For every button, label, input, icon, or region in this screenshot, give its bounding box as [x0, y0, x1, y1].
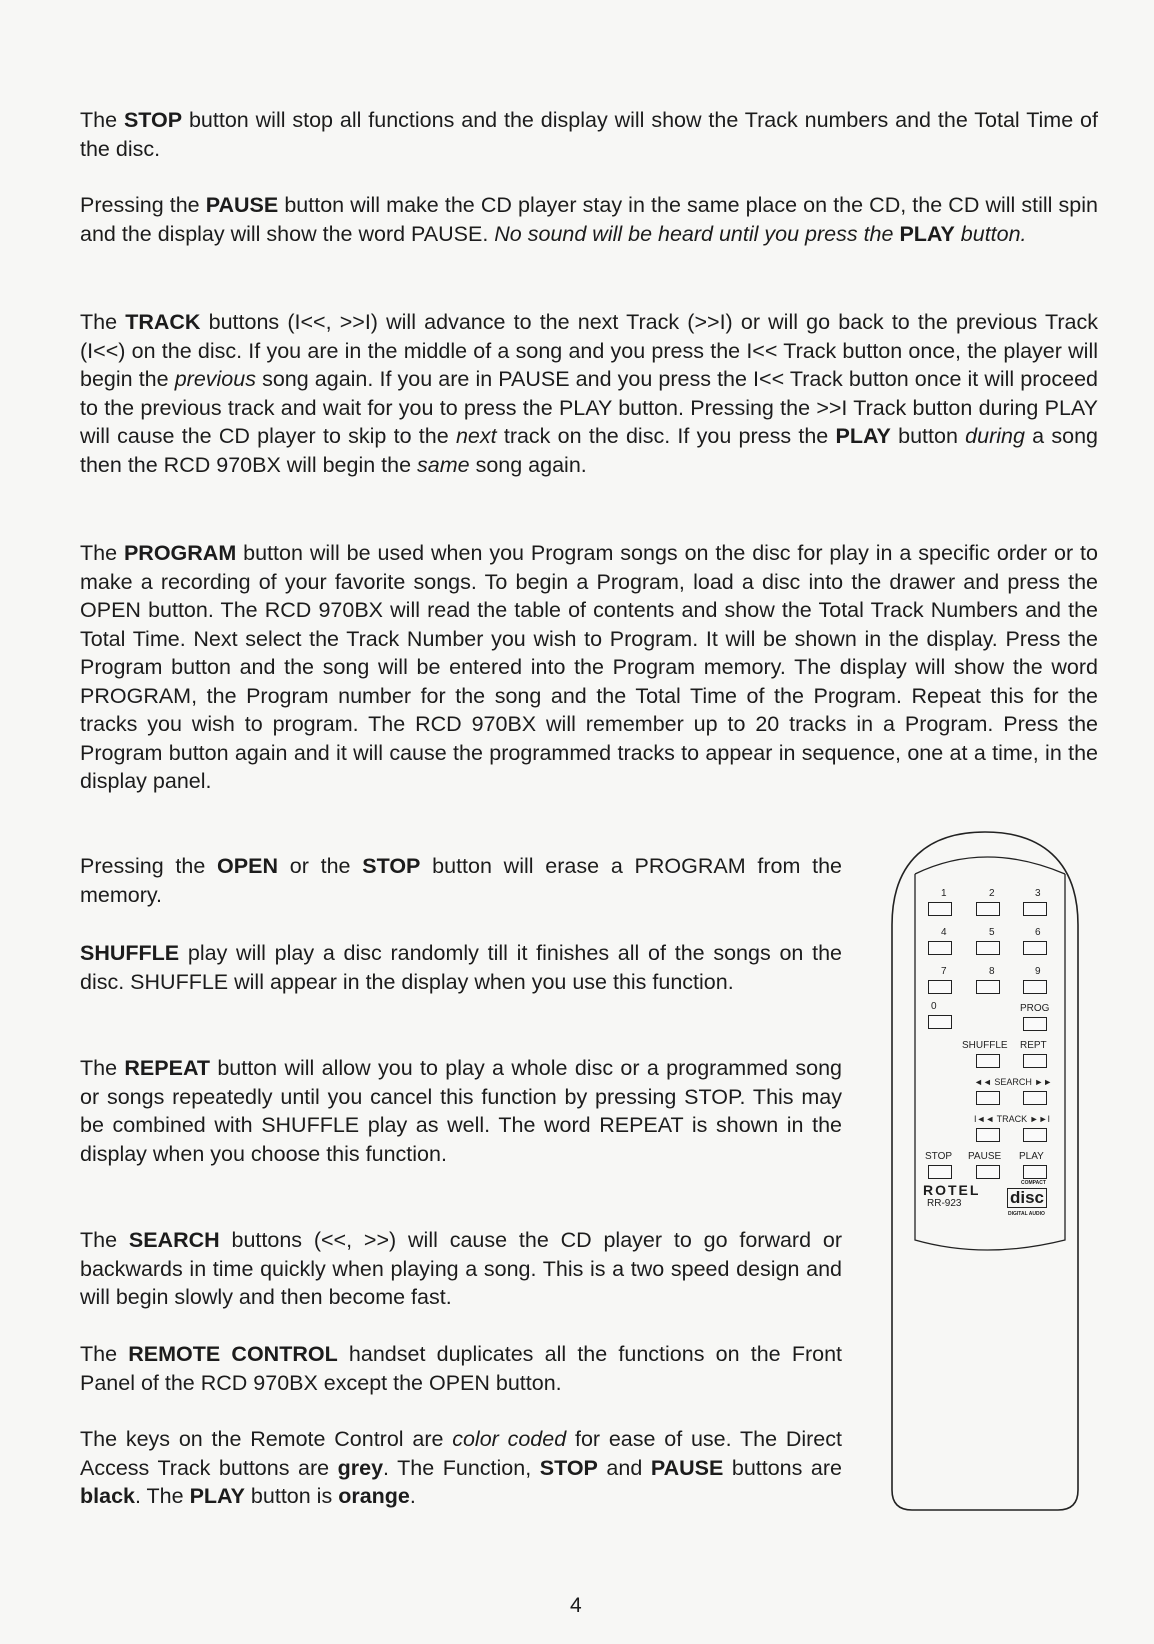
stop-label: STOP [925, 1151, 953, 1162]
prog-button[interactable] [1023, 1017, 1047, 1031]
paragraph-keys: The keys on the Remote Control are color coded for ease of use. The Direct Access Track buttons are grey. The Function, STOP and PAUSE buttons are black. The PLAY button is orange. [80, 1427, 843, 1508]
search-back-button[interactable] [976, 1091, 1000, 1105]
key-label-5: 5 [989, 927, 995, 938]
key-6-button[interactable] [1023, 941, 1047, 955]
key-label-4: 4 [941, 927, 947, 938]
shuffle-label: SHUFFLE [962, 1040, 1008, 1051]
key-label-0: 0 [931, 1001, 937, 1012]
compact-disc-top-text: COMPACT [1021, 1180, 1046, 1186]
play-label: PLAY [1019, 1151, 1044, 1162]
paragraph-program: The PROGRAM button will be used when you Program songs on the disc for play in a specific order or to make a recording of your favorite songs. To begin a Program, load a disc into the drawer and press the OPEN button. The RCD 970BX will read the table of contents and show the Total Track Numbers and the Total Time. Next select the Track Number you wish to Program. It will be shown in the display. Press the Program button and the song will be entered into the Program memory. The display will show the word PROGRAM, the Program number for the song and the Total Time of the Program. Repeat this for the tracks you wish to program. The RCD 970BX will remember up to 20 tracks in a Program. Press the Program button again and it will cause the programmed tracks to appear in sequence, one at a time, in the display panel. [80, 541, 1098, 793]
paragraph-erase: Pressing the OPEN or the STOP button will erase a PROGRAM from the memory. [80, 854, 843, 907]
key-4-button[interactable] [928, 941, 952, 955]
key-7-button[interactable] [928, 980, 952, 994]
key-label-8: 8 [989, 966, 995, 977]
paragraph-remote-control: The REMOTE CONTROL handset duplicates all the functions on the Front Panel of the RCD 970BX except the OPEN button. [80, 1342, 843, 1395]
key-label-3: 3 [1035, 888, 1041, 899]
page-number: 4 [570, 1594, 582, 1617]
paragraph-track: The TRACK buttons (I<<, >>I) will advance to the next Track (>>I) or will go back to the previous Track (I<<) on the disc. If you are in the middle of a song and you press the I<< Track button once, the player will begin the previous song again. If you are in PAUSE and you press the I<< Track button once it will proceed to the previous track and wait for you to press the PLAY button. Pressing the >>I Track button during PLAY will cause the CD player to skip to the next track on the disc. If you press the PLAY button during a song then the RCD 970BX will begin the same song again. [80, 310, 1098, 477]
paragraph-repeat: The REPEAT button will allow you to play a whole disc or a programmed song or songs repeatedly until you cancel this function by pressing STOP. This may be combined with SHUFFLE play as well. The word REPEAT is shown in the display when you choose this function. [80, 1056, 842, 1166]
search-label: ◄◄ SEARCH ►► [974, 1077, 1053, 1087]
pause-label: PAUSE [968, 1151, 1002, 1162]
model-number: RR-923 [927, 1198, 962, 1209]
paragraph-search: The SEARCH buttons (<<, >>) will cause the CD player to go forward or backwards in time quickly when playing a song. This is a two speed design and will begin slowly and then become fast. [80, 1228, 842, 1309]
key-5-button[interactable] [976, 941, 1000, 955]
paragraph-shuffle: SHUFFLE play will play a disc randomly till it finishes all of the songs on the disc. SHUFFLE will appear in the display when you use this function. [80, 941, 842, 994]
key-label-6: 6 [1035, 927, 1041, 938]
paragraph-pause: Pressing the PAUSE button will make the CD player stay in the same place on the CD, the CD will still spin and the display will show the word PAUSE. No sound will be heard until you press the PLAY button. [80, 193, 1098, 246]
key-3-button[interactable] [1023, 902, 1047, 916]
pause-button[interactable] [976, 1165, 1000, 1179]
key-label-1: 1 [941, 888, 947, 899]
paragraph-stop: The STOP button will stop all functions and the display will show the Track numbers and the Total Time of the disc. [80, 108, 1098, 161]
track-label: I◄◄ TRACK ►►I [974, 1114, 1050, 1124]
track-back-button[interactable] [976, 1128, 1000, 1142]
compact-disc-bottom-text: DIGITAL AUDIO [1008, 1211, 1045, 1217]
rept-button[interactable] [1023, 1054, 1047, 1068]
key-2-button[interactable] [976, 902, 1000, 916]
key-label-prog: PROG [1020, 1003, 1050, 1014]
remote-control-illustration [890, 830, 1080, 1512]
key-1-button[interactable] [928, 902, 952, 916]
track-forward-button[interactable] [1023, 1128, 1047, 1142]
stop-button[interactable] [928, 1165, 952, 1179]
play-button[interactable] [1023, 1165, 1047, 1179]
search-forward-button[interactable] [1023, 1091, 1047, 1105]
key-0-button[interactable] [928, 1015, 952, 1029]
rotel-logo: ROTEL [923, 1182, 981, 1198]
key-9-button[interactable] [1023, 980, 1047, 994]
key-label-7: 7 [941, 966, 947, 977]
key-label-9: 9 [1035, 966, 1041, 977]
rept-label: REPT [1020, 1040, 1047, 1051]
key-8-button[interactable] [976, 980, 1000, 994]
key-label-2: 2 [989, 888, 995, 899]
shuffle-button[interactable] [976, 1054, 1000, 1068]
compact-disc-logo: disc [1007, 1188, 1047, 1208]
